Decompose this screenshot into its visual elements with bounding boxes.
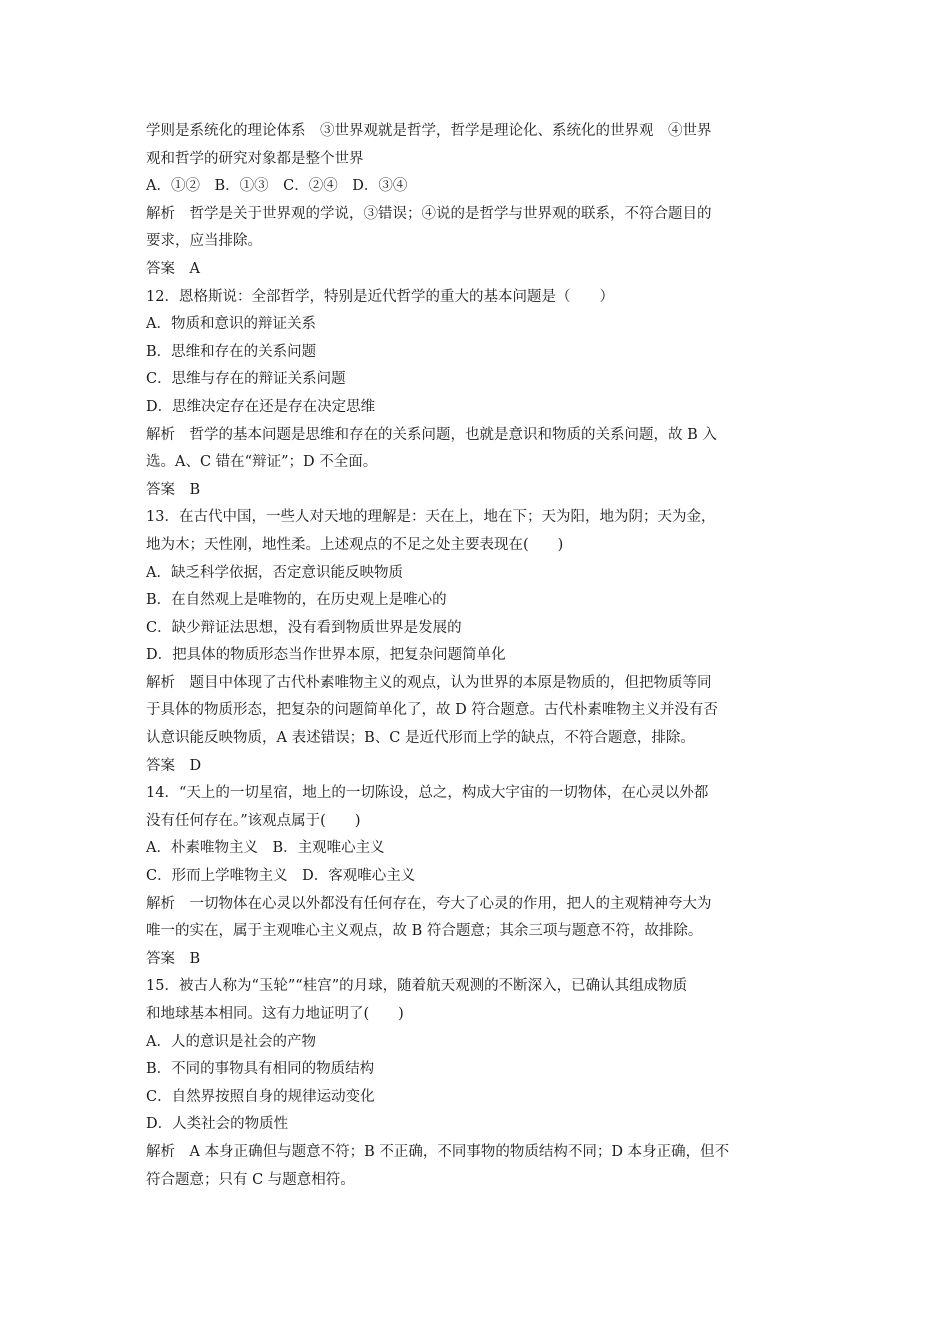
question-13-analysis: 于具体的物质形态，把复杂的问题简单化了，故 D 符合题意。古代朴素唯物主义并没有否 [146, 702, 718, 719]
question-13-option-d: D．把具体的物质形态当作世界本原，把复杂问题简单化 [146, 647, 506, 664]
question-13-option-a: A．缺乏科学依据，否定意识能反映物质 [146, 564, 403, 581]
question-14-stem: 没有任何存在。”该观点属于( ) [146, 812, 361, 829]
question-15-option-d: D．人类社会的物质性 [146, 1116, 289, 1133]
question-12-answer: 答案 B [146, 481, 201, 498]
question-14-stem: 14．“天上的一切星宿，地上的一切陈设，总之，构成大宇宙的一切物体，在心灵以外都 [146, 785, 709, 802]
question-12-option-b: B．思维和存在的关系问题 [146, 343, 317, 360]
question-12-option-d: D．思维决定存在还是存在决定思维 [146, 398, 376, 415]
question-15-analysis: 符合题意；只有 C 与题意相符。 [146, 1171, 355, 1188]
question-13-analysis: 解析 题目中体现了古代朴素唯物主义的观点，认为世界的本原是物质的，但把物质等同 [146, 674, 712, 691]
question-13-option-b: B．在自然观上是唯物的，在历史观上是唯心的 [146, 592, 447, 609]
question-15-option-b: B．不同的事物具有相同的物质结构 [146, 1061, 375, 1078]
question-15-stem: 15．被古人称为“玉轮”“桂宫”的月球，随着航天观测的不断深入，已确认其组成物质 [146, 978, 688, 995]
question-14-analysis: 解析 一切物体在心灵以外都没有任何存在，夸大了心灵的作用，把人的主观精神夸大为 [146, 895, 712, 912]
question-15-analysis: 解析 A 本身正确但与题意不符；B 不正确，不同事物的物质结构不同；D 本身正确，但不 [146, 1143, 730, 1160]
question-12-option-a: A．物质和意识的辩证关系 [146, 316, 316, 333]
question-13-analysis: 认意识能反映物质，A 表述错误；B、C 是近代形而上学的缺点，不符合题意，排除。 [146, 730, 695, 747]
question-15-option-c: C．自然界按照自身的规律运动变化 [146, 1088, 375, 1105]
question-11-choices: A．①② B．①③ C．②④ D．③④ [146, 178, 408, 195]
question-13-answer: 答案 D [146, 757, 202, 774]
question-15-option-a: A．人的意识是社会的产物 [146, 1033, 316, 1050]
question-11-analysis: 要求，应当排除。 [146, 233, 262, 250]
question-11-analysis: 解析 哲学是关于世界观的学说，③错误；④说的是哲学与世界观的联系，不符合题目的 [146, 205, 712, 222]
question-14-options-cd: C．形而上学唯物主义 D．客观唯心主义 [146, 868, 416, 885]
question-15-stem: 和地球基本相同。这有力地证明了( ) [146, 1006, 404, 1022]
question-13-stem: 13．在古代中国，一些人对天地的理解是：天在上，地在下；天为阳，地为阴；天为金， [146, 509, 716, 526]
question-12-stem: 12．恩格斯说：全部哲学，特别是近代哲学的重大的基本问题是（ ） [146, 288, 614, 305]
question-14-options-ab: A．朴素唯物主义 B．主观唯心主义 [146, 840, 385, 857]
question-14-answer: 答案 B [146, 950, 201, 967]
question-11-answer: 答案 A [146, 260, 200, 277]
question-11-options-continued: 学则是系统化的理论体系 ③世界观就是哲学，哲学是理论化、系统化的世界观 ④世界 [146, 123, 712, 139]
document-page [146, 118, 810, 1194]
question-13-option-c: C．缺少辩证法思想，没有看到物质世界是发展的 [146, 619, 462, 636]
question-12-analysis: 选。A、C 错在“辩证”；D 不全面。 [146, 454, 378, 471]
question-12-option-c: C．思维与存在的辩证关系问题 [146, 371, 346, 388]
question-13-stem: 地为木；天性刚，地性柔。上述观点的不足之处主要表现在( ) [146, 536, 564, 553]
question-12-analysis: 解析 哲学的基本问题是思维和存在的关系问题，也就是意识和物质的关系问题，故 B 入 [146, 426, 717, 443]
question-14-analysis: 唯一的实在，属于主观唯心主义观点，故 B 符合题意；其余三项与题意不符，故排除。 [146, 923, 703, 940]
question-11-options-continued: 观和哲学的研究对象都是整个世界 [146, 150, 364, 167]
